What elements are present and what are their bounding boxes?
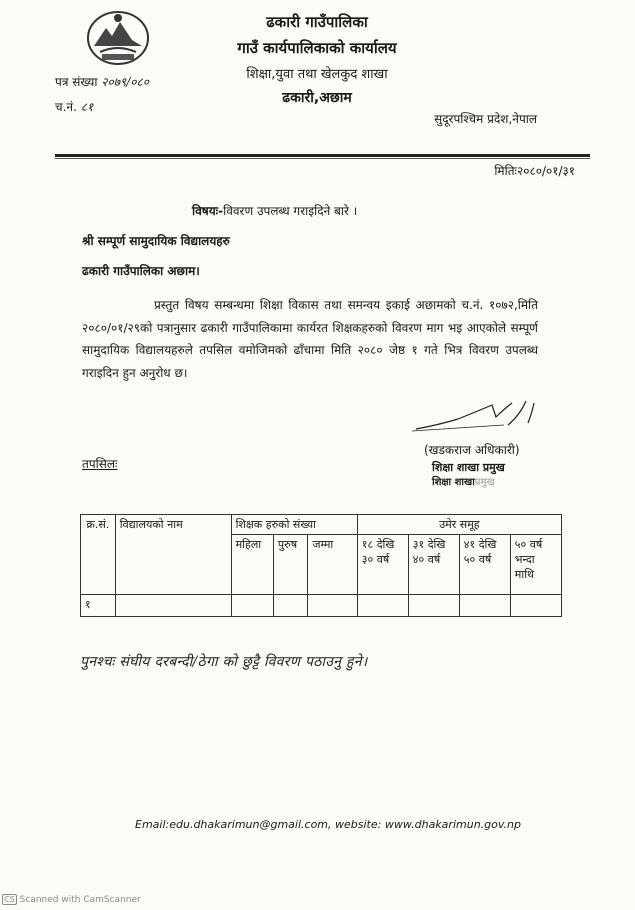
chalani-value: ८१ [80, 100, 94, 114]
scanner-text: Scanned with CamScanner [19, 895, 141, 905]
header-divider-thin [55, 158, 590, 159]
table-subheader-age-50-plus: ५० वर्ष भन्दा माथि [510, 535, 561, 595]
table-cell-age4 [510, 595, 561, 617]
province-label: सुदूरपश्चिम प्रदेश,नेपाल [434, 112, 537, 126]
header-location: ढकारी,अछाम [282, 90, 352, 106]
header-divider [55, 154, 590, 157]
reference-chalani-number [55, 98, 93, 115]
table-cell-total [308, 595, 357, 617]
letter-body: प्रस्तुत विषय सम्बन्धमा शिक्षा विकास तथा समन्वय इकाई अछामको च.नं. १०७२,मिति २०८०/०१/२९को पत्रानुसार ढकारी गाउँपालिकामा कार्यरत शिक्षकहरुको विवरण माग भइ आएकोले सम्पूर्ण सामुदायिक विद्यालयहरुले तपसिल वमोजिमको ढाँचामा मिति २०८० जेष्ठ १ गते भित्र विवरण उपलब्ध गराइदिन हुन अनुरोध छ। [82, 298, 538, 380]
table-cell-age1 [357, 595, 408, 617]
table-header-school: विद्यालयको नाम [115, 515, 231, 595]
stamp-text: शिक्षा शाखा [432, 477, 475, 488]
office-stamp [432, 474, 495, 488]
patra-label: पत्र संख्या [55, 75, 98, 89]
addressee-line-2: ढकारी गाउँपालिका अछाम। [82, 264, 200, 278]
table-subheader-male: पुरुष [273, 535, 307, 595]
signatory-name: (खडकराज अधिकारी) [424, 443, 520, 457]
teacher-details-table [80, 514, 562, 617]
table-subheader-female: महिला [231, 535, 273, 595]
subject-text: विवरण उपलब्ध गराइदिने बारे । [223, 204, 358, 218]
table-cell-school [115, 595, 231, 617]
footer-contact: Email:edu.dhakarimun@gmail.com, website: www.dhakarimun.gov.np [135, 818, 521, 831]
table-cell-female [231, 595, 273, 617]
scanner-watermark [2, 894, 141, 905]
handwritten-note: पुनश्चः संघीय दरबन्दी/ठेगा को छुट्टै विवरण पठाउनु हुने। [80, 654, 368, 670]
table-row [81, 595, 562, 617]
subject-line [192, 202, 357, 219]
table-header-teachers: शिक्षक हरुको संख्या [231, 515, 357, 535]
header-office-type: गाउँ कार्यपालिकाको कार्यालय [237, 39, 397, 57]
patra-value: २०७९/०८० [101, 75, 150, 89]
nepal-emblem-icon [82, 8, 154, 68]
table-cell-sn: १ [81, 595, 116, 617]
tapsil-label: तपसिलः [82, 457, 118, 471]
table-header-age-group: उमेर समूह [357, 515, 561, 535]
table-subheader-age-41-50: ४१ देखि ५० वर्ष [459, 535, 510, 595]
stamp-faint-text: प्रमुख [474, 477, 495, 488]
subject-label: विषयः- [192, 204, 224, 218]
letter-date: मितिः२०८०/०१/३१ [494, 164, 575, 178]
chalani-label: च.नं. [55, 100, 77, 114]
header-office-name: ढकारी गाउँपालिका [266, 13, 368, 31]
table-subheader-age-18-30: १८ देखि ३० वर्ष [357, 535, 408, 595]
table-cell-age3 [459, 595, 510, 617]
table-header-sn: क्र.सं. [81, 515, 116, 595]
camscanner-icon: CS [4, 895, 15, 904]
table-cell-age2 [408, 595, 459, 617]
signatory-title: शिक्षा शाखा प्रमुख [432, 461, 505, 474]
reference-patra-sankhya [55, 73, 149, 90]
addressee-line-1: श्री सम्पूर्ण सामुदायिक विद्यालयहरु [82, 234, 230, 248]
signature-icon [408, 395, 538, 435]
table-subheader-age-31-40: ३१ देखि ४० वर्ष [408, 535, 459, 595]
table-subheader-total: जम्मा [308, 535, 357, 595]
header-section: शिक्षा,युवा तथा खेलकुद शाखा [246, 67, 388, 82]
table-cell-male [273, 595, 307, 617]
